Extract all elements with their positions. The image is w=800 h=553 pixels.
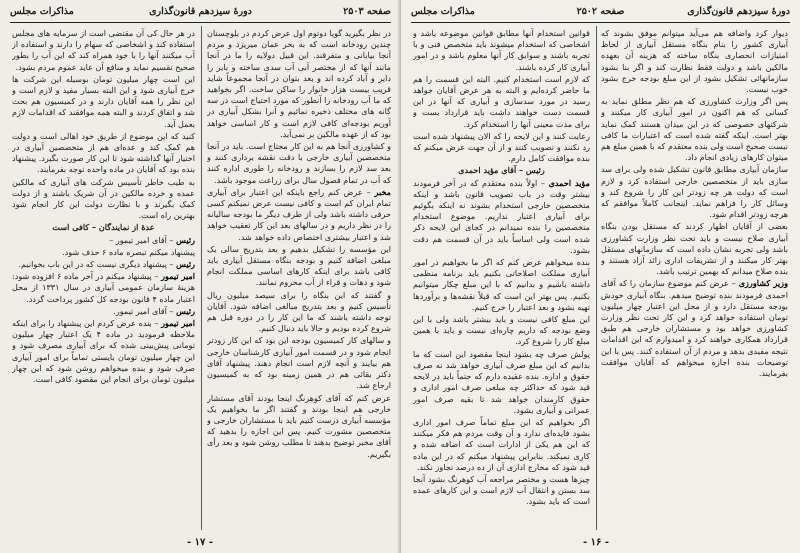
left-page-label: صفحه ۲۵۰۳ — [343, 6, 391, 17]
paragraph — [207, 335, 391, 391]
right-page-number: - ۱۶ - — [582, 537, 609, 548]
speaker-name: مخبر — [374, 186, 391, 197]
paragraph-text: این مؤسسه را تشکیل بدهیم و بعد بتدریج سالی یک مبلغی اضافه کنیم و بودجه بنگاه مستقل آبیاری باید کافی باشد برای اینکه کارهای اساسی مملکت انجام شود و دهات و قراء از آب محروم نمانند. — [207, 243, 391, 288]
paragraph — [207, 290, 391, 335]
paragraph — [12, 306, 195, 317]
paragraph — [601, 278, 788, 379]
paragraph — [413, 131, 590, 165]
paragraph: رئیس – آقای مؤید احمدی — [458, 165, 545, 176]
paragraph — [207, 28, 391, 140]
paragraph — [413, 474, 590, 508]
paragraph-text: پیشنهاد میکنم تبصره ماده ۶ حذف شود. — [62, 246, 195, 257]
paragraph-text: بنده میخواهم عرض کنم که اگر ما بخواهیم در امور آبیاری مملکت اصلاحاتی بکنیم باید برنامه منظمی داشته باشیم و بدانیم که با این مبلغ چکار میتوانیم بکنیم. پس بهتر این است که قبلاً نقشه‌ها و برآوردها تهیه بشود و بعد اعتبار را خرج کنیم. — [413, 257, 590, 312]
paragraph-text: پولش صرف چه بشود اینجا مقصود این است که ما بدانیم که این مبلغ صرف آبیاری خواهد شد نه صرف حقوق و اداره. بنده عقیده دارم که حتماً باید در لایحه قید شود که حداکثر چه مبلغی صرف امور اداری و حقوق کارمندان خواهد شد تا بقیه صرف امور عمرانی و آبیاری بشود. — [413, 348, 590, 415]
paragraph-text: دیوار کرد واضافه هم می‌آید میتوانم موفق بشوند که آبیاری کشور را بنام بنگاه مستقل آبیاری از لحاظ امتیازات انحصاری بنگاه ساخته که هزینه آن بعهده مالکین باشد و دولت فقط نظارت کند و اگر بنا بشود سازمانهائی تشکیل بشود از این مبلغ بودجه خرج بشود خوب نیست. — [601, 28, 788, 95]
paragraph-text: که لازم است استخدام کنیم. البته این قسمت را هم ما حاضر کرده‌ایم و البته به هر عرض آقایان خواهد رسید در مورد سدسازی و آبیاری که آنها در این قسمت دست خواهند داشت باید قرارداد بست و برای مدت معینی آنها را استخدام کرد. — [413, 73, 590, 129]
paragraph-text: چیزها هست و مختصر مراجعه آب کوهرنگ بشود آنجا سد بستن و انتقال آب لازم است و این کارهای عمده است که باید بشود. — [413, 473, 590, 507]
paragraph-text: کنید که این موضوع از طریق خود اهالی است و دولت هم کمک کند و عده‌ای هم از متخصصین آبیاری در اختیار آنها گذاشته شود تا این کار صورت بگیرد. پیشنهاد بنده بود که آقایان در ماده واحده توجه بفرمایند. — [12, 130, 195, 175]
right-page-title: دورهٔ سیزدهم قانون‌گذاری — [687, 6, 790, 17]
paragraph — [12, 177, 195, 222]
paragraph: عدهٔ از نمایندگان – کافی است — [52, 222, 155, 233]
paragraph-text: اگر بخواهیم که این مبلغ تماماً صرف امور اداری بشود فایده‌ای ندارد و آن وقت مردم هم فکر میکنند که این هم یکی از ادارات است که اضافه شده و کاری نمیکند. بنابراین پیشنهاد میکنم که در این ماده قید شود که مخارج اداری آن از ده درصد تجاوز نکند. — [413, 416, 590, 472]
speaker-separator: – — [166, 305, 177, 316]
paragraph-text: عرض کنم راجع باینکه این اعتبار برای آبیاری تمام ایران کم است و کافی نیست عرض نمیکنم کسی حرفی داشته باشد ولی از طرف دیگر ما بودجه سالیانه را در نظر داریم و در سالهای بعد این کار تعقیب خواهد شد و اعتبار بیشتری اختصاص داده خواهد شد. — [207, 186, 391, 242]
paragraph — [601, 28, 788, 95]
paragraph — [207, 244, 391, 289]
right-page-label: صفحه ۲۵۰۲ — [576, 6, 625, 17]
paragraph — [12, 131, 195, 176]
paragraph-text: بعضی از آقایان اظهار کردند که مستقل بودن بنگاه آبیاری صلاح نیست و باید تحت نظر وزارت کشاورزی باشد ولی تجربه نشان داده است که سازمانهای مستقل بهتر کار میکنند و از تشریفات اداری زائد آزاد هستند و بنده صلاح میدانم که بهمین ترتیب باشد. — [601, 221, 788, 277]
left-page-title: دورهٔ سیزدهم قانون‌گذاری — [149, 6, 252, 17]
paragraph — [413, 349, 590, 416]
left-header-rule — [10, 22, 391, 23]
paragraph-text: آقای امیر تیمور. — [113, 305, 167, 316]
paragraph — [12, 28, 195, 73]
speaker-separator: – — [728, 278, 739, 289]
paragraph-text: پیشنهاد میکنم در آخر ماده ۶ افزوده شود: هزینهٔ سازمان عمومی آبیاری در سال ۱۳۳۱ از محل اعتبار ماده ۴ قانون بودجه کل کشور پرداخت گردد. — [12, 271, 195, 304]
speaker-separator: – — [166, 259, 177, 270]
speaker-name: رئیس — [176, 259, 195, 270]
paragraph — [413, 314, 590, 348]
right-column-divider — [596, 26, 597, 530]
paragraph-text: به طیب خاطر تأسیس شرکت های آبیاری که مالکین عمده و خرده مالکین در آن شریک باشند و از دولت کمک بگیرند و با نظارت دولت این کار انجام شود بهترین راه است. — [12, 176, 195, 221]
speaker-separator: – — [537, 177, 549, 188]
left-column-divider — [201, 26, 202, 530]
speaker-name: امیر تیمور — [161, 271, 195, 282]
paragraph-text: سازمان آبیاری مطابق قانون تشکیل شده ولی برای سد سازی باید از متخصصین خارجی استفاده کرد و لازم است که دولت هر چه زودتر این کار را شروع کند و وسائل کار را فراهم نماید. اینجانب کاملاً موافقم که هرچه زودتر اقدام شود. — [601, 164, 788, 220]
paragraph — [12, 259, 195, 270]
speaker-separator: – — [151, 271, 162, 282]
speaker-name: وزیر کشاورزی — [738, 278, 788, 289]
paragraph-text: قوانین استخدام آنها مطابق قوانین موضوعه باشد و اشخاصی که استخدام میشوند باید متخصص فنی و با تجربه باشند و سوابق کار آنها معلوم باشد و در امور آبیاری کار کرده باشند. — [413, 28, 590, 72]
right-header-rule — [411, 22, 790, 23]
paragraph — [413, 28, 590, 73]
paragraph-text: و کشاورزی آنجا هم به این کار محتاج است. باید در آنجا متخصصین آبیاری خارجی با دقت نقشه برداری کنند و بعد سد لازم را بسازند و رودخانه را طوری اداره کنند که آب در تمام فصول سال برای زراعت موجود باشد. — [207, 141, 391, 185]
paragraph — [413, 417, 590, 473]
left-page-column-left — [12, 28, 195, 528]
paragraph — [12, 318, 195, 385]
paragraph — [207, 393, 391, 460]
paragraph — [413, 74, 590, 130]
paragraph-text: در هر حال کی آن مقتضی است از سرمایه های مجلس استفاده کند و اشخاصی که سهام را دارند و استفاده از آب میکنند آنها را با خود همراه کند که این آب را بطور صحیح تقسیم نماید و منافع آن عاید عموم مردم بشود. — [12, 28, 195, 72]
paragraph-text: در نظر بگیرید گویا دوتوم اول عرض کردم در بلوچستان چندین رودخانه است که به بحر عمان میریزد و مردم آنجا بیابانی و متفرقند. این قبیل دولایه را ما در آنجا مانند آنها که از مختصر آبی آب سدی ساخته و بایر را دایر و آباد کرده اند و بعد بتوان در آنجا مجموعاً شاید قریب بیست هزار خانوار را ساکن ساخت. اگر بخواهید که ما آب رودخانه را آنطور که مورد احتیاج است در سه گانه های مختلف ذخیره نمائیم و آنرا بشکل آبیاری در آوریم بودجه‌ای کافی لازم است و کار اساسی خواهد بود که از عهده مالکین بر نمی‌آید. — [207, 28, 391, 139]
paragraph — [413, 178, 590, 256]
paragraph-text: و گفتند که این بنگاه را برای سیصد میلیون ریال تأسیس کنیم و بعد بتدریج مبالغی اضافه شود. آقایان توجه داشته باشند که ما این کار را در دوره قبل هم شروع کرده بودیم و حالا باید دنبال کنیم. — [207, 289, 391, 334]
speaker-separator: – — [166, 234, 177, 245]
paragraph-text: پیشنهاد دیگری نیست که در این باب بخوانیم. — [18, 259, 167, 270]
right-page-column-right — [601, 28, 788, 528]
paragraph — [601, 164, 788, 220]
paragraph — [12, 74, 195, 130]
paragraph — [12, 271, 195, 305]
speaker-name: امیر تیمور — [161, 318, 195, 329]
left-page-number: - ۱۷ - — [186, 537, 213, 548]
right-page-section: مذاکرات مجلس — [411, 6, 475, 17]
paragraph-text: رعایت کنند و این لایحه را که الان پیشنهاد شده است رد نکنند و تصویب کنند و از آن جهت عرض میکنم که بنده موافقت کامل دارم. — [413, 130, 590, 164]
speaker-separator: – — [362, 186, 375, 197]
paragraph — [207, 141, 391, 186]
left-page-column-right — [207, 28, 391, 528]
paragraph-text: پس اگر وزارت کشاورزی که هم نظر مطلق نماید به کسانی که هم اکنون در امور آبیاری کار میکنند و شرکتهای خصوصی که در این میدان هستند کمک نماید بهتر است. اینکه گفته شده است که اعتبارات ما کافی نیست صحیح است ولی بنده معتقدم که با همین مبلغ هم میتوان کارهای زیادی انجام داد. — [601, 96, 788, 163]
paragraph — [207, 187, 391, 243]
paragraph — [12, 247, 195, 258]
paragraph — [601, 221, 788, 277]
speaker-name: رئیس — [176, 305, 195, 316]
paragraph-text: عرض کنم موضوع سازمان را که آقای احمدی فرمودند بنده توضیح میدهم. بنگاه آبیاری خودش بودجه مستقل دارد و از محل این اعتبار چهار میلیون تومان استفاده خواهد کرد و این کار تحت نظر وزارت کشاورزی خواهد بود و مستشاران خارجی هم طبق قرارداد همکاری خواهند کرد و امیدوارم که این اقدامات نتیجه مفیدی بدهد و مردم از آن استفاده کنند. پس با این توضیحات بنده اجازه میخواهم که آقایان موافقت بفرمایند. — [601, 278, 788, 379]
speaker-name: رئیس — [176, 234, 195, 245]
right-page-column-left — [413, 28, 590, 528]
left-page-header — [10, 6, 391, 22]
paragraph-text: بنده عرض کردم این پیشنهاد را برای اینکه ملاحظه فرمودید در ماده ۴ یک اعتبار چهار میلیون تومانی پیش‌بینی شده که برای آبیاری مصرف شود و این چهار میلیون تومان بایستی تماماً برای امور آبیاری صرف شود و بنده میخواهم روشن شود که این چهار میلیون تومان برای انجام این مقصود کافی است. — [12, 318, 195, 385]
paragraph — [413, 257, 590, 313]
right-page-header — [411, 6, 790, 22]
paragraph-text: اولاً بنده معتقدم که در آخر فرمودند بیشتر وقت در باب تصویب قانون باشد و اینکه متخصصین خارجی استخدام بشوند نه اینکه بگوئیم برای آبیاری اعتبار نداریم. موضوع استخدام متخصصین را بنده نمیدانم در کجای این لایحه ذکر شده است ولی اساساً باید در آن قسمت هم دقت بشود. — [413, 177, 590, 255]
speaker-separator: – — [151, 318, 162, 329]
speaker-name: مؤید احمدی — [548, 177, 590, 188]
paragraph-text: این مبلغ کافی نیست و باید بیشتر باشد ولی با این وضع بودجه که داریم چاره‌ای نیست و باید با همین مبلغ کار را شروع کرد. — [413, 314, 590, 347]
paragraph — [12, 235, 195, 246]
paragraph-text: آقای امیر تیمور – — [109, 234, 167, 245]
left-page-section: مذاکرات مجلس — [10, 6, 74, 17]
paragraph-text: این است چهار میلیون تومان بوسیله این شرکت ها خرج آبیاری شود و این البته بسیار مفید و لازم است و این نظر را همه آقایان دارند و در کمیسیون هم بحث شد و اتفاق کردند و البته همه موافقند که اقدامات لازم بعمل آید. — [12, 73, 195, 129]
paragraph-text: عرض کنم که آقای کوهرنگ اینجا بودند آقای مستشار خارجی هم اینجا بودند و گفتند اگر ما بخواهیم یک مؤسسه آبیاری درست کنیم باید با مستشاران خارجی و متخصصین مشورت کنیم. پس این اجازه را بدهید که آقای مخبر توضیح بدهند تا مطلب روشن شود و بعد رأی بگیریم. — [207, 392, 391, 459]
paragraph — [601, 96, 788, 163]
paragraph-text: و سالهای کار کمیسیون بودجه این بود که این کار زودتر انجام شود و در قسمت امور آبیاری کارشناسان خارجی هم بیایند و آنچه لازم است انجام دهند. پیشنهاد آقای دکتر بقائی هم در همین زمینه بود که به کمیسیون ارجاع شد. — [207, 335, 391, 391]
right-page — [401, 0, 800, 553]
